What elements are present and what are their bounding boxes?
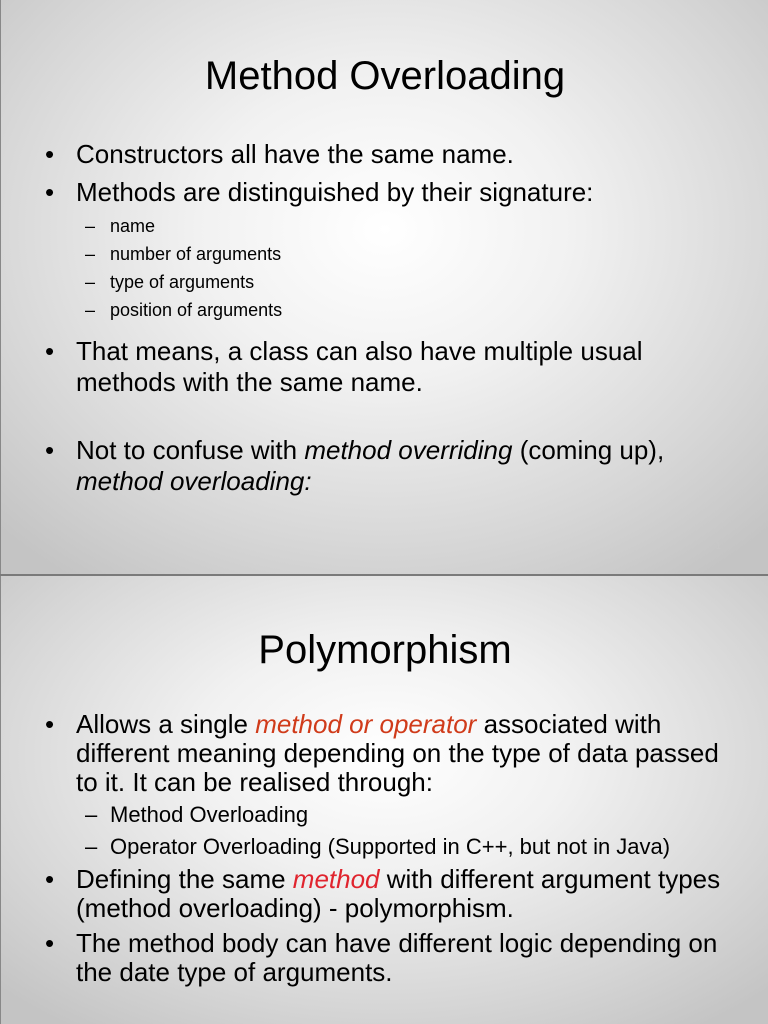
- bullet-item: [1, 710, 736, 797]
- sub-bullet-dash: –: [85, 300, 96, 320]
- sub-bullet-item: [1, 212, 768, 240]
- sub-bullet-dash: –: [85, 802, 98, 827]
- bullet-text-post: (coming up),: [512, 435, 665, 465]
- bullet-dot: •: [45, 139, 55, 169]
- bullet-list: [1, 710, 768, 987]
- page-number: 1: [715, 541, 721, 552]
- bullet-list: [1, 139, 768, 497]
- sub-bullet-text: type of arguments: [110, 272, 255, 292]
- slide-polymorphism: [0, 576, 768, 1024]
- bullet-dot: •: [45, 435, 55, 465]
- sub-bullet-text: Operator Overloading (Supported in C++, but not in Java): [110, 834, 671, 859]
- bullet-item: [1, 865, 736, 923]
- sub-bullet-item: [1, 831, 768, 863]
- sub-bullet-item: [1, 268, 768, 296]
- bullet-text-pre: Allows a single: [76, 709, 256, 739]
- sub-bullet-text: name: [110, 216, 156, 236]
- bullet-text-emphasis: method overriding: [304, 435, 513, 465]
- bullet-text-pre: Not to confuse with: [76, 435, 305, 465]
- bullet-text-highlight: method or operator: [255, 709, 477, 739]
- bullet-item: [1, 336, 736, 398]
- bullet-dot: •: [45, 864, 55, 894]
- bullet-text-emphasis-2: method overloading:: [76, 466, 312, 496]
- sub-bullet-text: Method Overloading: [110, 802, 309, 827]
- bullet-dot: •: [45, 336, 55, 366]
- sub-bullet-text: position of arguments: [110, 300, 283, 320]
- bullet-text-highlight: method: [292, 864, 380, 894]
- bullet-item: [1, 435, 736, 497]
- bullet-item: [1, 139, 736, 170]
- sub-bullet-item: [1, 240, 768, 268]
- sub-bullet-dash: –: [85, 244, 96, 264]
- sub-bullet-dash: –: [85, 272, 96, 292]
- sub-bullet-item: [1, 799, 768, 831]
- bullet-dot: •: [45, 709, 55, 739]
- bullet-item: [1, 929, 736, 987]
- bullet-text: That means, a class can also have multiple usual methods with the same name.: [76, 336, 643, 397]
- bullet-text-post: with different argument types (method overloading) - polymorphism.: [76, 864, 721, 923]
- sub-bullet-dash: –: [85, 834, 98, 859]
- bullet-text: Constructors all have the same name.: [76, 139, 514, 169]
- bullet-text: The method body can have different logic depending on the date type of arguments.: [76, 928, 718, 987]
- bullet-dot: •: [45, 928, 55, 958]
- sub-bullet-text: number of arguments: [110, 244, 282, 264]
- bullet-dot: •: [45, 177, 55, 207]
- bullet-text-post: associated with different meaning depending on the type of data passed to it. It can be realised through:: [76, 709, 719, 797]
- sub-bullet-item: [1, 296, 768, 324]
- sub-bullet-dash: –: [85, 216, 96, 236]
- slide-title: Polymorphism: [258, 628, 512, 672]
- bullet-item: [1, 177, 736, 208]
- bullet-text: Methods are distinguished by their signature:: [76, 177, 594, 207]
- bullet-text-pre: Defining the same: [76, 864, 293, 894]
- slide-title: Method Overloading: [204, 54, 566, 98]
